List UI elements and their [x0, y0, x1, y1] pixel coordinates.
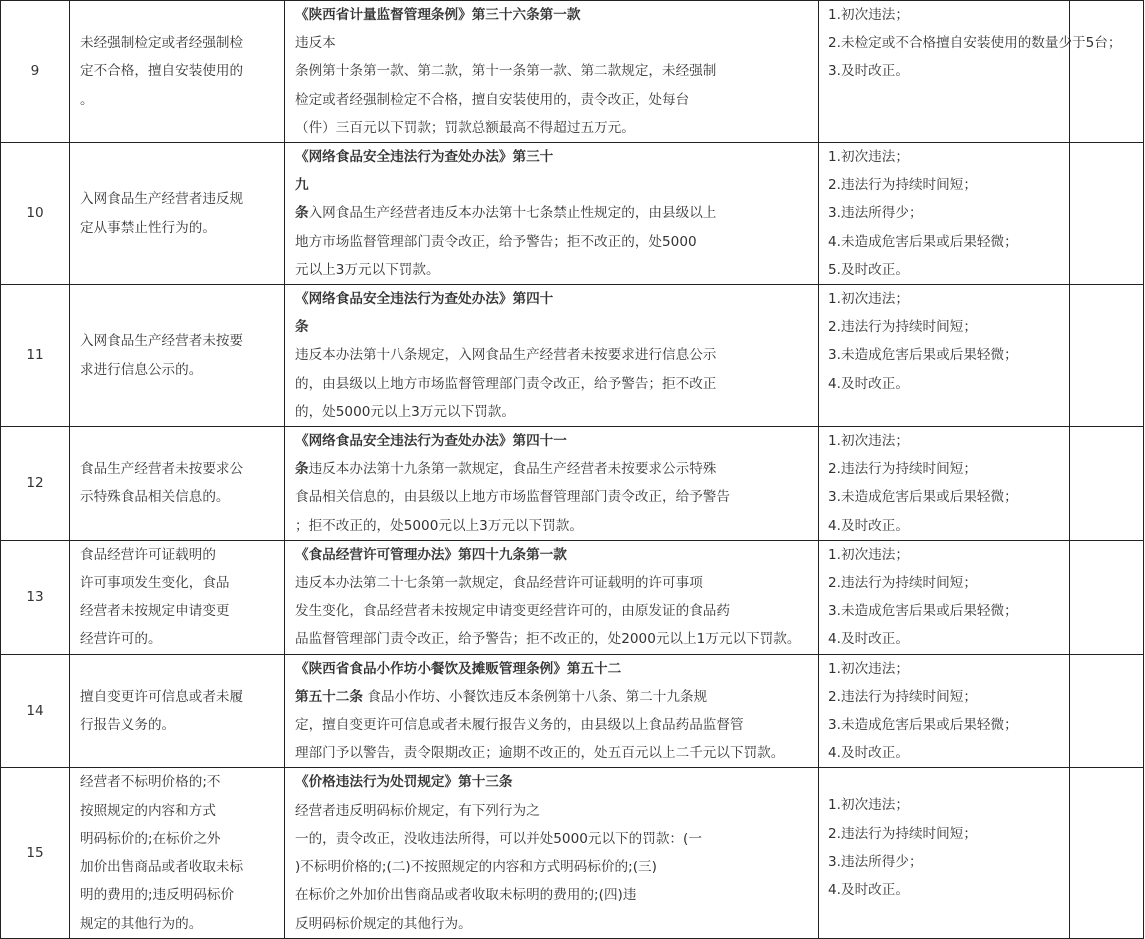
condition-item: 3.未造成危害后果或后果轻微； [828, 717, 1018, 734]
remarks-cell [1070, 654, 1144, 768]
condition-item: 3.未造成危害后果或后果轻微； [828, 347, 1018, 364]
row-number: 10 [1, 143, 70, 285]
condition-item: 1.初次违法； [828, 433, 909, 450]
condition-item: 3.违法所得少； [828, 853, 923, 870]
condition-item: 4.及时改正。 [828, 517, 909, 534]
condition-item: 3.违法所得少； [828, 205, 923, 222]
condition-item: 2.未检定或不合格擅自安装使用的数量少于5台； [828, 35, 1122, 52]
table-row [1, 143, 1144, 285]
violation-description: 入网食品生产经营者违反规 定从事禁止性行为的。 [70, 143, 285, 285]
condition-item: 2.违法行为持续时间短； [828, 177, 977, 194]
condition-item: 2.违法行为持续时间短； [828, 825, 977, 842]
legal-basis: 《陕西省食品小作坊小餐饮及摊贩管理条例》第五十二 第五十二条 食品小作坊、小餐饮违反本条例第十八条、第二十九条规 定，擅自变更许可信息或者未履行报告义务的，由县级以上食品药品监督管 理部门予以警告，责令限期改正；逾期不改正的，处五百元以上二千元以下罚款。 [285, 654, 819, 768]
row-number: 14 [1, 654, 70, 768]
legal-basis: 《陕西省计量监督管理条例》第三十六条第一款 违反本 条例第十条第一款、第二款，第十一条第一款、第二款规定，未经强制 检定或者经强制检定不合格，擅自安装使用的，责令改正，处每台 （件）三百元以下罚款；罚款总额最高不得超过五万元。 [285, 1, 819, 143]
exemption-conditions [819, 768, 1070, 938]
condition-item: 3.及时改正。 [828, 63, 909, 80]
violation-description: 擅自变更许可信息或者未履 行报告义务的。 [70, 654, 285, 768]
condition-item: 1.初次违法； [828, 291, 909, 308]
row-number: 12 [1, 427, 70, 541]
row-number: 9 [1, 1, 70, 143]
condition-item: 4.未造成危害后果或后果轻微； [828, 233, 1018, 250]
legal-basis: 《网络食品安全违法行为查处办法》第四十一 条违反本办法第十九条第一款规定，食品生产经营者未按要求公示特殊 食品相关信息的，由县级以上地方市场监督管理部门责令改正，给予警告 ；拒不改正的，处5000元以上3万元以下罚款。 [285, 427, 819, 541]
exemption-conditions [819, 654, 1070, 768]
exemption-conditions [819, 427, 1070, 541]
condition-item: 4.及时改正。 [828, 375, 909, 392]
legal-basis: 《网络食品安全违法行为查处办法》第四十 条 违反本办法第十八条规定，入网食品生产经营者未按要求进行信息公示 的，由县级以上地方市场监督管理部门责令改正，给予警告；拒不改正 的，处5000元以上3万元以下罚款。 [285, 285, 819, 427]
violation-description: 经营者不标明价格的;不 按照规定的内容和方式 明码标价的;在标价之外 加价出售商品或者收取未标 明的费用的;违反明码标价 规定的其他行为的。 [70, 768, 285, 938]
condition-item: 4.及时改正。 [828, 631, 909, 648]
violation-description: 入网食品生产经营者未按要 求进行信息公示的。 [70, 285, 285, 427]
remarks-cell [1070, 143, 1144, 285]
condition-item: 2.违法行为持续时间短； [828, 319, 977, 336]
remarks-cell [1070, 285, 1144, 427]
legal-basis: 《食品经营许可管理办法》第四十九条第一款 违反本办法第二十七条第一款规定，食品经营许可证载明的许可事项 发生变化，食品经营者未按规定申请变更经营许可的，由原发证的食品药 品监督管理部门责令改正，给予警告；拒不改正的，处2000元以上1万元以下罚款。 [285, 540, 819, 654]
condition-item: 1.初次违法； [828, 546, 909, 563]
row-number: 15 [1, 768, 70, 938]
table-row [1, 540, 1144, 654]
table-row [1, 285, 1144, 427]
violation-description: 食品经营许可证载明的 许可事项发生变化，食品 经营者未按规定申请变更 经营许可的。 [70, 540, 285, 654]
remarks-cell [1070, 768, 1144, 938]
exemption-conditions [819, 540, 1070, 654]
remarks-cell [1070, 1, 1144, 143]
condition-item: 2.违法行为持续时间短； [828, 461, 977, 478]
violation-description: 食品生产经营者未按要求公 示特殊食品相关信息的。 [70, 427, 285, 541]
remarks-cell [1070, 427, 1144, 541]
row-number: 11 [1, 285, 70, 427]
condition-item: 2.违法行为持续时间短； [828, 688, 977, 705]
condition-item: 4.及时改正。 [828, 882, 909, 899]
table-row [1, 768, 1144, 938]
table-row [1, 427, 1144, 541]
violation-description: 未经强制检定或者经强制检 定不合格，擅自安装使用的 。 [70, 1, 285, 143]
remarks-cell [1070, 540, 1144, 654]
legal-basis: 《价格违法行为处罚规定》第十三条 经营者违反明码标价规定，有下列行为之 一的，责令改正，没收违法所得，可以并处5000元以下的罚款：(一 )不标明价格的;(二)不按照规定的内容和方式明码标价的;(三) 在标价之外加价出售商品或者收取未标明的费用的;(四)违 反明码标价规定的其他行为。 [285, 768, 819, 938]
row-number: 13 [1, 540, 70, 654]
condition-item: 2.违法行为持续时间短； [828, 575, 977, 592]
condition-item: 3.未造成危害后果或后果轻微； [828, 489, 1018, 506]
condition-item: 1.初次违法； [828, 797, 909, 814]
exemption-conditions [819, 143, 1070, 285]
table-row [1, 654, 1144, 768]
condition-item: 1.初次违法； [828, 660, 909, 677]
condition-item: 3.未造成危害后果或后果轻微； [828, 603, 1018, 620]
exemption-conditions [819, 285, 1070, 427]
legal-basis: 《网络食品安全违法行为查处办法》第三十 九 条入网食品生产经营者违反本办法第十七条禁止性规定的，由县级以上 地方市场监督管理部门责令改正，给予警告；拒不改正的，处5000 元以上3万元以下罚款。 [285, 143, 819, 285]
condition-item: 5.及时改正。 [828, 261, 909, 278]
exemption-conditions [819, 1, 1122, 143]
table-row [1, 1, 1144, 143]
condition-item: 1.初次违法； [828, 149, 909, 166]
condition-item: 4.及时改正。 [828, 745, 909, 762]
condition-item: 1.初次违法； [828, 7, 909, 23]
